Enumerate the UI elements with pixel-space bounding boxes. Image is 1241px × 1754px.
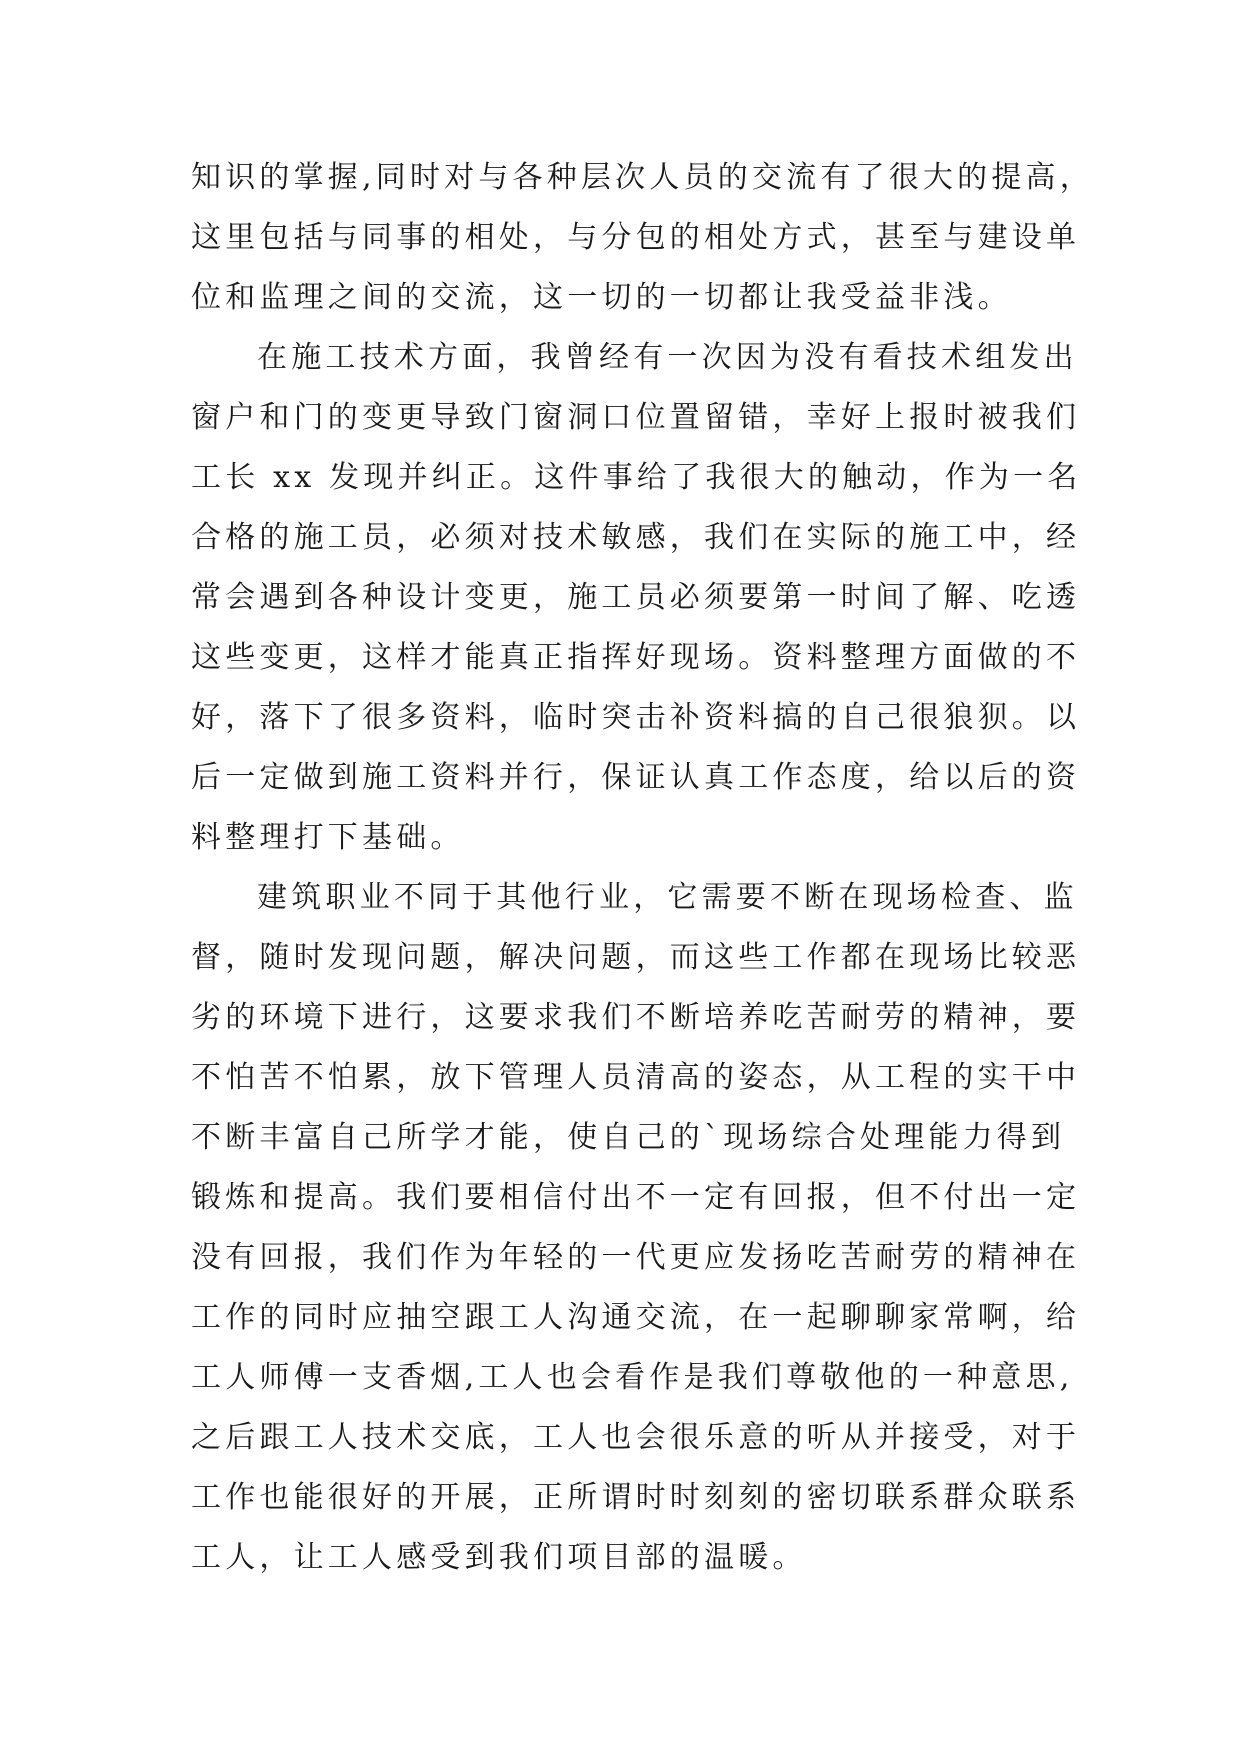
text-line: 工长 xx 发现并纠正。这件事给了我很大的触动，作为一名 [191,460,1082,495]
text-line: 后一定做到施工资料并行，保证认真工作态度，给以后的资 [191,760,1081,795]
paragraph-first-line: 在施工技术方面，我曾经有一次因为没有看技术组发出 [257,340,1078,375]
text-line: 不断丰富自己所学才能，使自己的`现场综合处理能力得到 [191,1120,1066,1155]
text-line: 督，随时发现问题，解决问题，而这些工作都在现场比较恶 [191,940,1081,975]
text-line: 工人，让工人感受到我们项目部的温暖。 [191,1540,807,1575]
text-line: 没有回报，我们作为年轻的一代更应发扬吃苦耐劳的精神在 [191,1240,1081,1275]
paragraph-first-line: 建筑职业不同于其他行业，它需要不断在现场检查、监 [257,880,1078,915]
text-line: 这些变更，这样才能真正指挥好现场。资料整理方面做的不 [191,640,1081,675]
text-line: 合格的施工员，必须对技术敏感，我们在实际的施工中，经 [191,520,1081,555]
text-line: 锻炼和提高。我们要相信付出不一定有回报，但不付出一定 [191,1180,1081,1215]
text-line: 不怕苦不怕累，放下管理人员清高的姿态，从工程的实干中 [191,1060,1081,1095]
text-line: 这里包括与同事的相处，与分包的相处方式，甚至与建设单 [191,220,1081,255]
text-line: 劣的环境下进行，这要求我们不断培养吃苦耐劳的精神，要 [191,1000,1081,1035]
text-line: 常会遇到各种设计变更，施工员必须要第一时间了解、吃透 [191,580,1081,615]
text-line: 好，落下了很多资料，临时突击补资料搞的自己很狼狈。以 [191,700,1081,735]
text-line: 工人师傅一支香烟,工人也会看作是我们尊敬他的一种意思, [191,1360,1074,1395]
text-line: 之后跟工人技术交底，工人也会很乐意的听从并接受，对于 [191,1420,1081,1455]
text-line: 位和监理之间的交流，这一切的一切都让我受益非浅。 [191,280,1012,315]
text-line: 工作也能很好的开展，正所谓时时刻刻的密切联系群众联系 [191,1480,1081,1515]
text-line: 知识的掌握,同时对与各种层次人员的交流有了很大的提高， [191,160,1094,195]
text-line: 工作的同时应抽空跟工人沟通交流，在一起聊聊家常啊，给 [191,1300,1081,1335]
text-line: 料整理打下基础。 [191,820,465,855]
text-line: 窗户和门的变更导致门窗洞口位置留错，幸好上报时被我们 [191,400,1081,435]
